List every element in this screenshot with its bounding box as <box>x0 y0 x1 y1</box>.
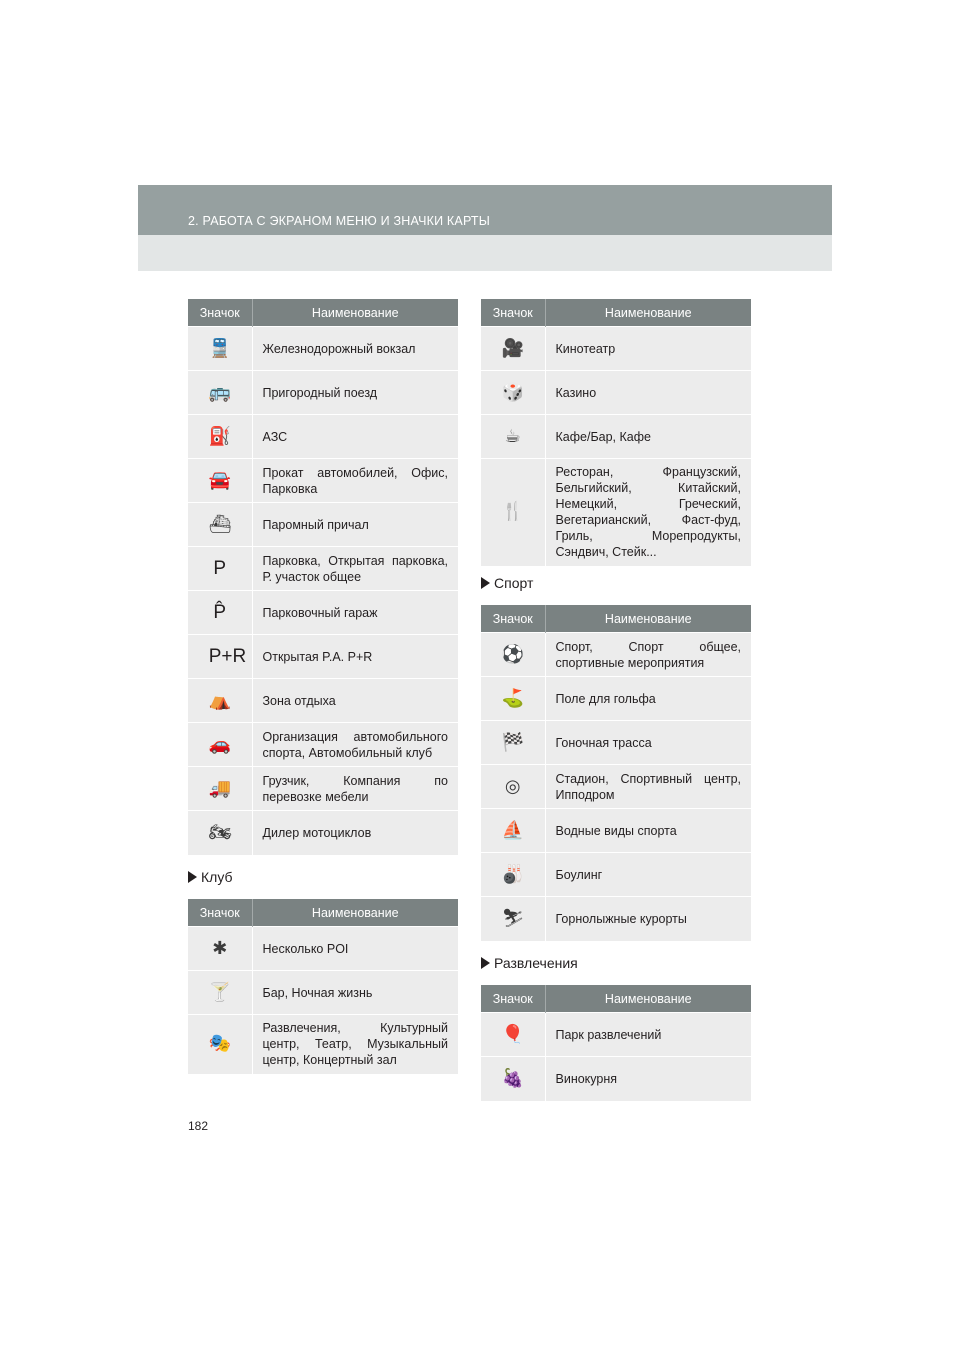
race-track-icon: 🏁 <box>501 731 525 753</box>
column-header-name: Наименование <box>545 605 751 633</box>
table-row <box>188 679 458 723</box>
triangle-bullet-icon <box>188 871 197 883</box>
commuter-train-icon: 🚌 <box>208 381 232 403</box>
icon-cell <box>188 679 252 723</box>
column-header-name: Наименование <box>545 299 751 327</box>
stadium-icon: ◎ <box>504 775 521 797</box>
table-row <box>188 591 458 635</box>
table-row <box>188 811 458 855</box>
table-row <box>188 971 458 1015</box>
icon-cell <box>481 633 545 677</box>
table-row <box>188 415 458 459</box>
icon-cell <box>188 503 252 547</box>
theater-icon: 🎭 <box>208 1033 232 1055</box>
name-cell: Прокат автомобилей, Офис, Парковка <box>252 459 458 503</box>
section-heading-club: Клуб <box>188 869 233 885</box>
table-row <box>481 721 751 765</box>
ferry-icon: ⛴ <box>208 513 232 535</box>
name-cell: Парковочный гараж <box>252 591 458 635</box>
name-cell: Парк развлечений <box>545 1013 751 1057</box>
icon-cell <box>188 927 252 971</box>
icon-cell <box>481 1057 545 1101</box>
page-number: 182 <box>188 1119 209 1133</box>
icon-cell <box>188 547 252 591</box>
park-and-ride-icon: P+R <box>208 645 247 667</box>
name-cell: Грузчик, Компания по перевозке мебели <box>252 767 458 811</box>
column-header-name: Наименование <box>545 985 751 1013</box>
chapter-title: 2. РАБОТА С ЭКРАНОМ МЕНЮ И ЗНАЧКИ КАРТЫ <box>188 214 491 228</box>
column-header-icon: Значок <box>188 899 252 927</box>
golf-icon: ⛳ <box>501 687 525 709</box>
icon-cell <box>188 635 252 679</box>
poi-table-club <box>188 899 458 1074</box>
winery-icon: 🍇 <box>501 1067 525 1089</box>
table-row <box>188 1015 458 1074</box>
column-header-icon: Значок <box>188 299 252 327</box>
table-row <box>188 371 458 415</box>
table-row <box>481 327 751 371</box>
table-row <box>188 327 458 371</box>
icon-cell <box>188 371 252 415</box>
parking-garage-icon: P̂ <box>213 601 227 623</box>
name-cell: Горнолыжные курорты <box>545 897 751 941</box>
name-cell: Ресторан, Французский, Бельгийский, Китайский, Немецкий, Греческий, Вегетарианский, Фаст-фуд, Гриль, Морепродукты, Сэндвич, Стейк... <box>545 459 751 566</box>
name-cell: Водные виды спорта <box>545 809 751 853</box>
table-row <box>188 635 458 679</box>
icon-cell <box>481 459 545 566</box>
name-cell: Несколько POI <box>252 927 458 971</box>
table-row <box>188 723 458 767</box>
table-row <box>481 809 751 853</box>
table-row <box>481 765 751 809</box>
sport-icon: ⚽ <box>501 643 525 665</box>
name-cell: Паромный причал <box>252 503 458 547</box>
column-header-name: Наименование <box>252 299 458 327</box>
name-cell: Организация автомобильного спорта, Автомобильный клуб <box>252 723 458 767</box>
fuel-station-icon: ⛽ <box>208 425 232 447</box>
icon-cell <box>481 371 545 415</box>
motorcycle-dealer-icon: 🏍 <box>208 821 232 843</box>
column-header-icon: Значок <box>481 299 545 327</box>
icon-cell <box>481 677 545 721</box>
casino-icon: 🎲 <box>501 381 525 403</box>
name-cell: Кафе/Бар, Кафе <box>545 415 751 459</box>
bowling-icon: 🎳 <box>501 863 525 885</box>
automobile-club-icon: 🚗 <box>208 733 232 755</box>
name-cell: Парковка, Открытая парковка, Р. участок общее <box>252 547 458 591</box>
name-cell: Гоночная трасса <box>545 721 751 765</box>
car-rental-icon: 🚘 <box>208 469 232 491</box>
icon-cell <box>188 591 252 635</box>
cafe-icon: ☕ <box>504 425 521 447</box>
table-row <box>188 459 458 503</box>
icon-cell <box>188 415 252 459</box>
poi-table-leisure <box>481 299 751 566</box>
name-cell: Открытая P.A. P+R <box>252 635 458 679</box>
column-header-icon: Значок <box>481 605 545 633</box>
table-row <box>481 853 751 897</box>
icon-cell <box>481 897 545 941</box>
section-heading-sport: Спорт <box>481 575 533 591</box>
table-row <box>481 633 751 677</box>
restaurant-icon: 🍴 <box>501 501 525 523</box>
moving-company-icon: 🚚 <box>208 777 232 799</box>
name-cell: Железнодорожный вокзал <box>252 327 458 371</box>
icon-cell <box>481 1013 545 1057</box>
table-row <box>481 897 751 941</box>
name-cell: Дилер мотоциклов <box>252 811 458 855</box>
name-cell: Бар, Ночная жизнь <box>252 971 458 1015</box>
name-cell: Боулинг <box>545 853 751 897</box>
icon-cell <box>188 723 252 767</box>
name-cell: Поле для гольфа <box>545 677 751 721</box>
name-cell: Спорт, Спорт общее, спортивные мероприятия <box>545 633 751 677</box>
amusement-park-icon: 🎈 <box>501 1023 525 1045</box>
table-row <box>481 415 751 459</box>
poi-table-sport <box>481 605 751 941</box>
name-cell: Кинотеатр <box>545 327 751 371</box>
table-row <box>481 1013 751 1057</box>
table-row <box>481 1057 751 1101</box>
icon-cell <box>188 971 252 1015</box>
icon-cell <box>188 327 252 371</box>
table-row <box>481 371 751 415</box>
name-cell: Развлечения, Культурный центр, Театр, Музыкальный центр, Концертный зал <box>252 1015 458 1074</box>
icon-cell <box>188 459 252 503</box>
ski-resort-icon: ⛷ <box>501 907 525 929</box>
cinema-icon: 🎥 <box>501 337 525 359</box>
table-row <box>188 503 458 547</box>
table-row <box>188 767 458 811</box>
icon-cell <box>188 811 252 855</box>
icon-cell <box>481 327 545 371</box>
name-cell: Винокурня <box>545 1057 751 1101</box>
name-cell: Зона отдыха <box>252 679 458 723</box>
icon-cell <box>481 809 545 853</box>
bar-icon: 🍸 <box>208 981 232 1003</box>
name-cell: Стадион, Спортивный центр, Ипподром <box>545 765 751 809</box>
triangle-bullet-icon <box>481 577 490 589</box>
water-sports-icon: ⛵ <box>501 819 525 841</box>
table-row <box>481 677 751 721</box>
icon-cell <box>188 767 252 811</box>
header-strip <box>138 235 832 271</box>
name-cell: АЗС <box>252 415 458 459</box>
train-station-icon: 🚆 <box>208 337 232 359</box>
icon-cell <box>481 721 545 765</box>
table-row <box>188 927 458 971</box>
icon-cell <box>188 1015 252 1074</box>
table-row <box>481 459 751 566</box>
poi-table-transport <box>188 299 458 855</box>
name-cell: Казино <box>545 371 751 415</box>
column-header-icon: Значок <box>481 985 545 1013</box>
multiple-poi-icon: ✱ <box>212 937 228 959</box>
rest-area-icon: ⛺ <box>208 689 232 711</box>
column-header-name: Наименование <box>252 899 458 927</box>
icon-cell <box>481 765 545 809</box>
icon-cell <box>481 853 545 897</box>
triangle-bullet-icon <box>481 957 490 969</box>
table-row <box>188 547 458 591</box>
section-heading-entertainment: Развлечения <box>481 955 578 971</box>
chapter-header-bar <box>138 185 832 235</box>
poi-table-entertainment <box>481 985 751 1101</box>
icon-cell <box>481 415 545 459</box>
name-cell: Пригородный поезд <box>252 371 458 415</box>
parking-icon: P <box>213 557 227 579</box>
